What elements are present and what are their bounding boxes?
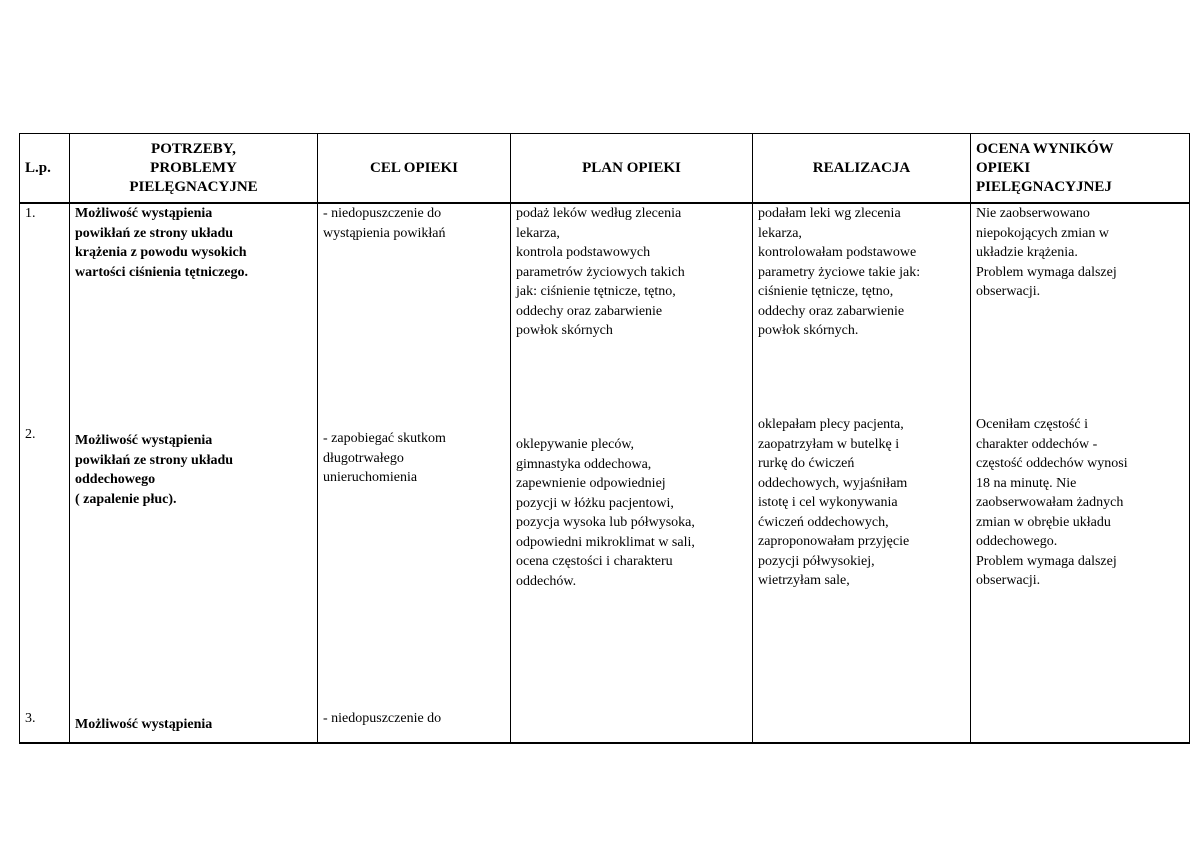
cell-text-line: parametry życiowe takie jak:	[758, 264, 921, 280]
header-realizacja	[753, 134, 971, 204]
cell-text-line: podaż leków według zlecenia	[516, 206, 682, 221]
cell-ocena	[971, 709, 1190, 743]
cell-text-line: lekarza,	[758, 225, 802, 241]
cell-text-line: zmian w obrębie układu	[976, 514, 1111, 530]
table-row-1	[20, 203, 1190, 415]
cell-text-line: wartości ciśnienia tętniczego.	[75, 264, 249, 280]
cell-text-line: jak: ciśnienie tętnicze, tętno,	[516, 284, 676, 299]
cell-problem	[70, 203, 318, 415]
cell-text-line: krążenia z powodu wysokich	[75, 245, 247, 260]
cell-realizacja	[753, 203, 971, 415]
cell-text-line: podałam leki wg zlecenia	[758, 206, 901, 221]
header-plan-opieki	[511, 134, 753, 204]
cell-text-line: wystąpienia powikłań	[323, 225, 446, 241]
table-row-3	[20, 709, 1190, 743]
cell-text-line: niepokojących zmian w	[976, 225, 1109, 241]
cell-text-line: obserwacji.	[976, 284, 1041, 299]
cell-text-line: unieruchomienia	[323, 470, 418, 485]
cell-cel	[318, 203, 511, 415]
header-cel-opieki	[318, 134, 511, 204]
cell-text-line: oddechy oraz zabarwienie	[758, 303, 905, 319]
cell-text-line: powłok skórnych	[516, 323, 613, 338]
header-potrzeby-problemy	[70, 134, 318, 204]
cell-realizacja	[753, 709, 971, 743]
cell-plan	[511, 415, 753, 709]
header-line: POTRZEBY,	[151, 140, 236, 157]
cell-text-line: oklepywanie pleców,	[516, 437, 635, 452]
cell-text-line: ( zapalenie płuc).	[75, 491, 177, 507]
cell-text-line: gimnastyka oddechowa,	[516, 456, 652, 472]
cell-text-line: oddechowego	[75, 472, 156, 487]
cell-text-line: pozycji półwysokiej,	[758, 553, 875, 569]
header-line: PIELĘGNACYJNEJ	[976, 178, 1112, 195]
cell-text-line: odpowiedni mikroklimat w sali,	[516, 534, 695, 550]
header-line: PLAN OPIEKI	[582, 159, 681, 176]
cell-text-line: Problem wymaga dalszej	[976, 553, 1117, 569]
cell-plan	[511, 203, 753, 415]
cell-text-line: Możliwość wystąpienia	[75, 717, 213, 732]
cell-text-line: oklepałam plecy pacjenta,	[758, 417, 904, 432]
cell-text-line: ocena częstości i charakteru	[516, 554, 673, 569]
cell-text-line: układzie krążenia.	[976, 245, 1078, 260]
nursing-care-plan-table	[19, 133, 1190, 744]
cell-text-line: zaopatrzyłam w butelkę i	[758, 436, 900, 452]
cell-text-line: wietrzyłam sale,	[758, 573, 850, 588]
header-line: PROBLEMY	[150, 159, 237, 176]
cell-cel	[318, 415, 511, 709]
header-ocena-wynikow	[971, 134, 1190, 204]
cell-text-line: powikłań ze strony układu	[75, 452, 234, 468]
cell-text-line: częstość oddechów wynosi	[976, 456, 1128, 471]
header-line: OPIEKI	[976, 159, 1031, 176]
cell-problem	[70, 709, 318, 743]
cell-text-line: Nie zaobserwowano	[976, 206, 1090, 221]
cell-ocena	[971, 415, 1190, 709]
cell-text-line: oddechy oraz zabarwienie	[516, 303, 663, 319]
cell-problem	[70, 415, 318, 709]
header-line: L.p.	[25, 159, 51, 176]
cell-cel	[318, 709, 511, 743]
cell-text-line: rurkę do ćwiczeń	[758, 456, 855, 471]
cell-text-line: parametrów życiowych takich	[516, 264, 685, 280]
header-line: OCENA WYNIKÓW	[976, 140, 1114, 157]
header-row	[20, 134, 1190, 204]
cell-text-line: zapewnienie odpowiedniej	[516, 476, 666, 491]
cell-text-line: charakter oddechów -	[976, 436, 1098, 452]
cell-text-line: lekarza,	[516, 225, 560, 241]
cell-realizacja	[753, 415, 971, 709]
header-line: CEL OPIEKI	[370, 159, 458, 176]
cell-lp: 3.	[20, 709, 70, 743]
cell-text-line: ćwiczeń oddechowych,	[758, 514, 889, 530]
cell-text-line: pozycji w łóżku pacjentowi,	[516, 495, 674, 511]
cell-text-line: oddechowego.	[976, 534, 1058, 549]
cell-text-line: istotę i cel wykonywania	[758, 495, 898, 510]
cell-plan	[511, 709, 753, 743]
cell-text-line: - zapobiegać skutkom	[323, 431, 446, 446]
cell-text-line: Możliwość wystąpienia	[75, 433, 213, 448]
cell-lp: 1.	[20, 203, 70, 415]
cell-text-line: obserwacji.	[976, 573, 1041, 588]
cell-text-line: kontrola podstawowych	[516, 245, 651, 260]
cell-text-line: oddechowych, wyjaśniłam	[758, 475, 908, 491]
cell-ocena	[971, 203, 1190, 415]
cell-text-line: powikłań ze strony układu	[75, 225, 234, 241]
cell-text-line: zaobserwowałam żadnych	[976, 495, 1124, 510]
header-line: REALIZACJA	[812, 159, 911, 176]
cell-lp: 2.	[20, 415, 70, 709]
cell-text-line: powłok skórnych.	[758, 323, 859, 338]
table-row-2	[20, 415, 1190, 709]
cell-text-line: oddechów.	[516, 573, 577, 589]
header-line: PIELĘGNACYJNE	[129, 178, 258, 195]
cell-text-line: Możliwość wystąpienia	[75, 206, 213, 221]
cell-text-line: Oceniłam częstość i	[976, 417, 1088, 432]
cell-text-line: zaproponowałam przyjęcie	[758, 534, 910, 549]
cell-text-line: 18 na minutę. Nie	[976, 475, 1077, 491]
cell-text-line: długotrwałego	[323, 450, 404, 466]
header-lp	[20, 134, 70, 204]
cell-text-line: kontrolowałam podstawowe	[758, 245, 917, 260]
cell-text-line: - niedopuszczenie do	[323, 206, 442, 221]
cell-text-line: - niedopuszczenie do	[323, 711, 442, 726]
cell-text-line: ciśnienie tętnicze, tętno,	[758, 284, 894, 299]
cell-text-line: pozycja wysoka lub półwysoka,	[516, 515, 695, 530]
cell-text-line: Problem wymaga dalszej	[976, 264, 1117, 280]
